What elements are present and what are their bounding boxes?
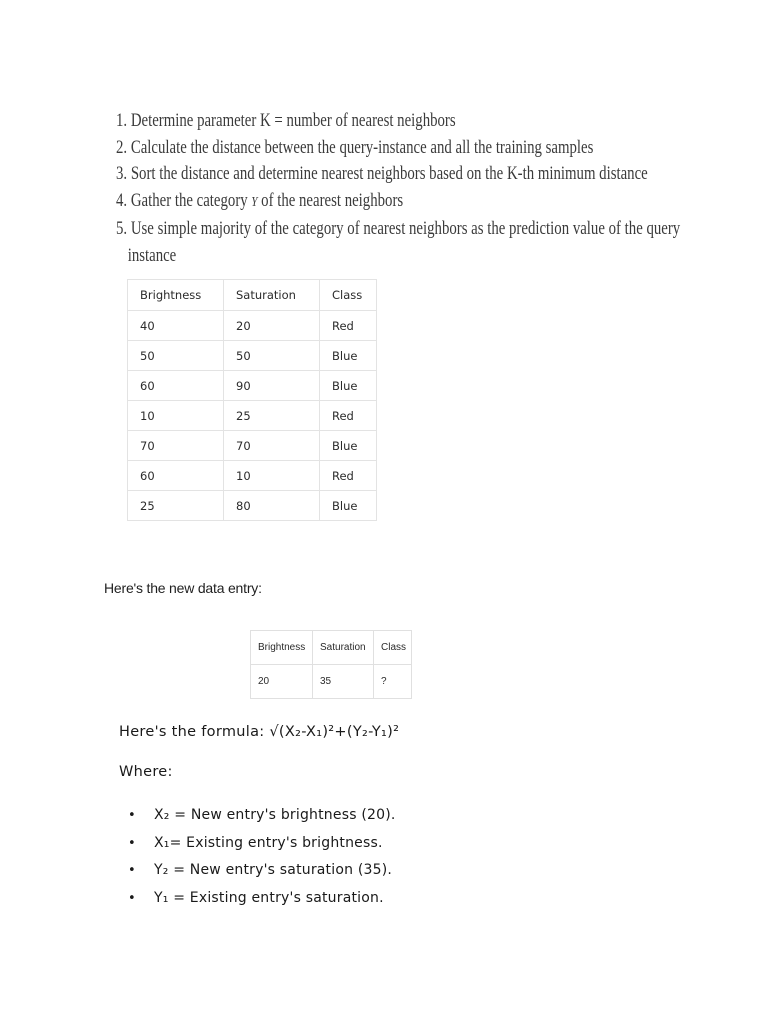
cell-brightness: 40 xyxy=(128,311,224,341)
training-table xyxy=(127,279,377,521)
cell-class: Blue xyxy=(320,431,377,461)
step-text: of the nearest neighbors xyxy=(257,189,404,211)
definition-text: Y₁ = Existing entry's saturation. xyxy=(154,889,384,906)
step-item xyxy=(116,216,681,269)
list-item xyxy=(128,802,396,830)
header-saturation: Saturation xyxy=(224,280,320,311)
header-brightness: Brightness xyxy=(128,280,224,311)
step-item xyxy=(116,135,631,162)
cell-brightness: 50 xyxy=(128,341,224,371)
table-header-row xyxy=(128,280,377,311)
where-heading: Where: xyxy=(119,764,173,780)
category-variable: Y xyxy=(251,194,258,210)
cell-brightness: 25 xyxy=(128,491,224,521)
cell-saturation: 25 xyxy=(224,401,320,431)
bullet-icon: • xyxy=(128,835,136,851)
algorithm-steps xyxy=(116,108,681,269)
list-item xyxy=(128,857,396,885)
table-header-row xyxy=(251,631,412,665)
table-row xyxy=(128,341,377,371)
cell-saturation: 20 xyxy=(224,311,320,341)
cell-class: Blue xyxy=(320,341,377,371)
new-entry-caption: Here's the new data entry: xyxy=(104,580,262,596)
cell-class: Blue xyxy=(320,371,377,401)
table-row xyxy=(128,431,377,461)
definition-text: X₂ = New entry's brightness (20). xyxy=(154,807,396,823)
cell-class: Red xyxy=(320,401,377,431)
header-saturation: Saturation xyxy=(313,631,374,665)
cell-class: Blue xyxy=(320,491,377,521)
definition-text: Y₂ = New entry's saturation (35). xyxy=(154,862,393,878)
cell-saturation: 10 xyxy=(224,461,320,491)
header-class: Class xyxy=(374,631,412,665)
step-item xyxy=(116,188,631,217)
step-text: 3. Sort the distance and determine nearest neighbors based on the K-th minimum distance xyxy=(116,163,648,184)
table-row xyxy=(128,461,377,491)
variable-definitions xyxy=(128,802,396,912)
step-text: 2. Calculate the distance between the query-instance and all the training samples xyxy=(116,136,594,158)
header-class: Class xyxy=(320,280,377,311)
step-item xyxy=(116,108,631,135)
cell-brightness: 20 xyxy=(251,665,313,699)
step-item xyxy=(116,161,648,188)
cell-class: Red xyxy=(320,461,377,491)
header-brightness: Brightness xyxy=(251,631,313,665)
cell-class: ? xyxy=(374,665,412,699)
bullet-icon: • xyxy=(128,890,136,906)
cell-saturation: 70 xyxy=(224,431,320,461)
step-text: 1. Determine parameter K = number of nearest neighbors xyxy=(116,110,456,131)
cell-saturation: 35 xyxy=(313,665,374,699)
step-text: 5. Use simple majority of the category of nearest neighbors as the prediction value of the query xyxy=(116,218,681,239)
cell-saturation: 80 xyxy=(224,491,320,521)
table-row xyxy=(128,371,377,401)
cell-saturation: 50 xyxy=(224,341,320,371)
table-row xyxy=(128,491,377,521)
step-continuation: instance xyxy=(127,244,177,266)
cell-brightness: 60 xyxy=(128,371,224,401)
new-entry-table xyxy=(250,630,412,699)
definition-text: X₁= Existing entry's brightness. xyxy=(154,834,383,851)
cell-brightness: 70 xyxy=(128,431,224,461)
cell-class: Red xyxy=(320,311,377,341)
cell-brightness: 60 xyxy=(128,461,224,491)
distance-formula: Here's the formula: √(X₂-X₁)²+(Y₂-Y₁)² xyxy=(119,724,400,740)
bullet-icon: • xyxy=(128,808,136,823)
cell-brightness: 10 xyxy=(128,401,224,431)
list-item xyxy=(128,885,396,913)
step-text: 4. Gather the category xyxy=(116,189,252,211)
bullet-icon: • xyxy=(128,863,136,878)
list-item xyxy=(128,830,396,858)
table-row xyxy=(128,311,377,341)
cell-saturation: 90 xyxy=(224,371,320,401)
table-row xyxy=(251,665,412,699)
table-row xyxy=(128,401,377,431)
